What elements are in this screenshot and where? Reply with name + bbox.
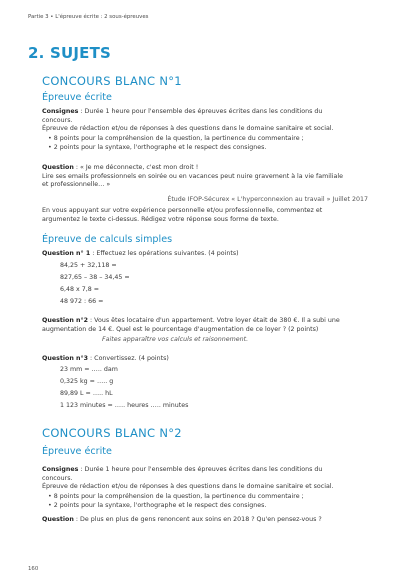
- cb1-q2-line2: augmentation de 14 €. Quel est le pourcentage d'augmentation de ce loyer ? (2 points): [42, 325, 319, 333]
- cb2-heading: CONCOURS BLANC N°2: [42, 426, 182, 440]
- cb1-q3-text: : Convertissez. (4 points): [88, 355, 169, 362]
- cb1-consignes-label: Consignes: [42, 108, 79, 115]
- cb1-q2-line1: : Vous êtes locataire d'un appartement. Votre loyer était de 380 €. Il a subi une: [88, 317, 340, 324]
- cb1-q3: [42, 355, 374, 364]
- cb2-question-label: Question: [42, 516, 74, 523]
- cb1-instruction-line1: En vous appuyant sur votre expérience personnelle et/ou professionnelle, commentez et: [42, 207, 323, 214]
- cb1-q1-op: 827,65 – 38 – 34,45 =: [60, 274, 130, 281]
- cb1-consignes-line2: concours.: [42, 116, 73, 124]
- cb1-instruction-line2: argumentez le texte ci-dessus. Rédigez votre réponse sous forme de texte.: [42, 215, 279, 223]
- running-header: Partie 3 • L'épreuve écrite : 2 sous-épreuves: [28, 14, 149, 20]
- cb1-question: [42, 164, 374, 190]
- cb1-q2: [42, 317, 374, 334]
- section-title: 2. SUJETS: [28, 44, 112, 62]
- cb1-consignes: [42, 108, 374, 134]
- cb1-q3-op: 0,325 kg = ….. g: [60, 378, 114, 385]
- cb1-question-line2: Lire ses emails professionnels en soirée ou en vacances peut nuire gravement à la vie familiale: [42, 172, 343, 180]
- cb1-source: Étude IFOP-Sécurex « L'hyperconnexion au travail » Juillet 2017: [167, 196, 368, 203]
- cb1-q1: [42, 250, 374, 259]
- cb2-question-text: : De plus en plus de gens renoncent aux soins en 2018 ? Qu'en pensez-vous ?: [73, 516, 322, 523]
- cb1-q1-label: Question n° 1: [42, 250, 91, 257]
- cb1-consignes-line1: : Durée 1 heure pour l'ensemble des épreuves écrites dans les conditions du: [78, 108, 323, 115]
- cb1-heading: CONCOURS BLANC N°1: [42, 74, 182, 88]
- cb2-bullet-2: • 2 points pour la syntaxe, l'orthographe et le respect des consignes.: [48, 502, 267, 509]
- cb1-ecrite-title: Épreuve écrite: [42, 92, 112, 103]
- cb1-question-line3: et professionnelle… »: [42, 181, 111, 188]
- cb1-question-label: Question: [42, 164, 74, 171]
- cb1-q3-op: 1 123 minutes = ….. heures ….. minutes: [60, 402, 189, 409]
- cb1-q2-note: Faites apparaître vos calculs et raisonnement.: [102, 336, 249, 343]
- cb1-question-line1: : « Je me déconnecte, c'est mon droit !: [73, 164, 199, 171]
- cb2-consignes: [42, 466, 374, 492]
- cb1-q3-op: 89,89 L = ….. hL: [60, 390, 113, 397]
- cb1-q1-op: 48 972 : 66 =: [60, 298, 104, 305]
- cb2-consignes-line3: Épreuve de rédaction et/ou de réponses à des questions dans le domaine sanitaire et social.: [42, 483, 334, 490]
- cb2-consignes-line1: : Durée 1 heure pour l'ensemble des épreuves écrites dans les conditions du: [78, 466, 323, 473]
- cb1-q3-op: 23 mm = ….. dam: [60, 366, 118, 373]
- cb2-consignes-line2: concours.: [42, 474, 73, 482]
- cb1-q2-label: Question n°2: [42, 317, 89, 324]
- page-number: 160: [28, 566, 39, 572]
- cb1-bullet-1: • 8 points pour la compréhension de la question, la pertinence du commentaire ;: [48, 135, 304, 142]
- cb2-bullet-1: • 8 points pour la compréhension de la question, la pertinence du commentaire ;: [48, 493, 304, 500]
- cb1-q1-text: : Effectuez les opérations suivantes. (4 points): [90, 250, 239, 257]
- cb1-bullet-2: • 2 points pour la syntaxe, l'orthographe et le respect des consignes.: [48, 144, 267, 151]
- cb1-q3-label: Question n°3: [42, 355, 89, 362]
- cb1-q1-op: 84,25 + 32,118 =: [60, 262, 117, 269]
- cb1-consignes-line3: Épreuve de rédaction et/ou de réponses à des questions dans le domaine sanitaire et social.: [42, 125, 334, 132]
- cb1-instruction: [42, 207, 374, 224]
- cb2-consignes-label: Consignes: [42, 466, 79, 473]
- cb1-calc-title: Épreuve de calculs simples: [42, 234, 173, 245]
- cb1-q1-op: 6,48 x 7,8 =: [60, 286, 100, 293]
- cb2-ecrite-title: Épreuve écrite: [42, 446, 112, 457]
- cb2-question: [42, 516, 374, 525]
